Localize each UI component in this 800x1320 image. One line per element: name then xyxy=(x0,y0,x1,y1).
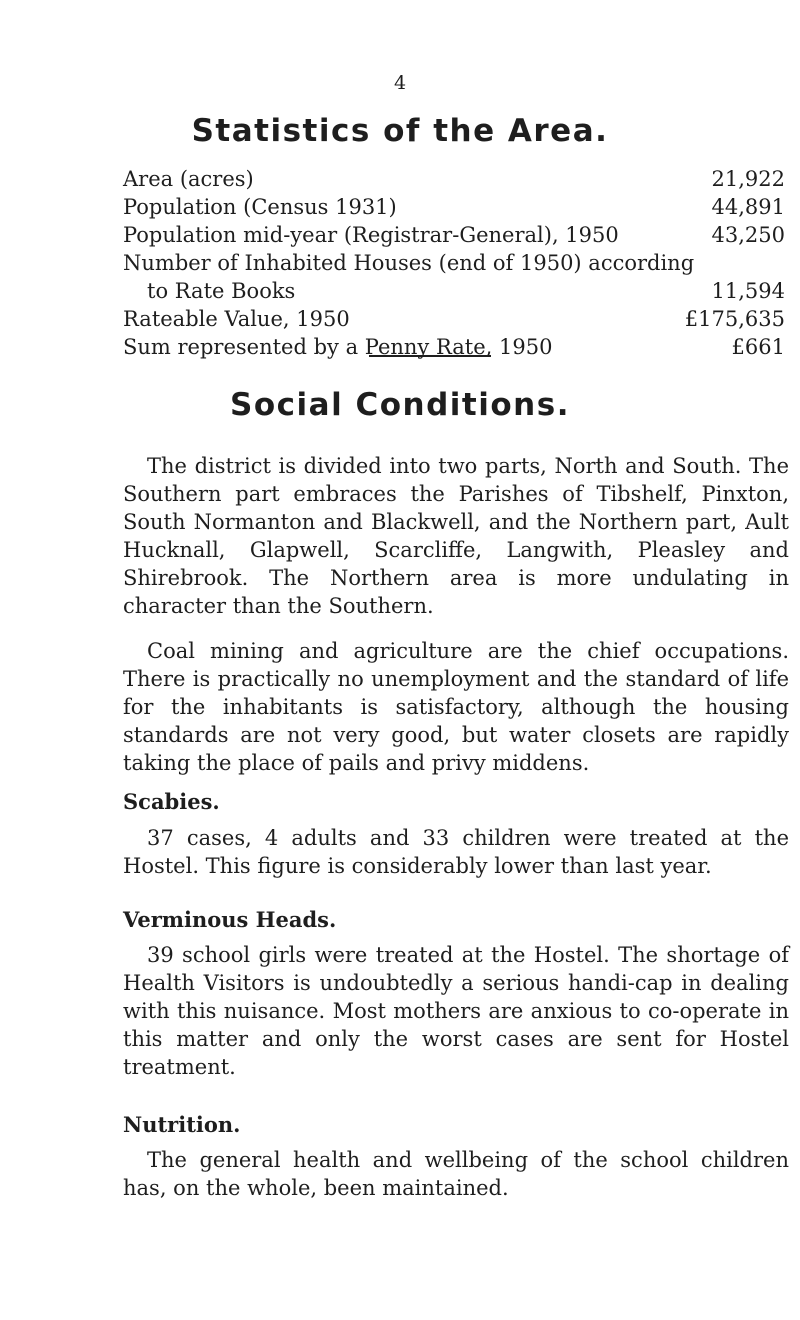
statistics-table xyxy=(123,165,785,361)
verminous-heads-heading: Verminous Heads. xyxy=(123,907,337,932)
stat-value: 11,594 xyxy=(711,279,785,303)
scabies-paragraph xyxy=(123,824,789,880)
verminous-heads-paragraph xyxy=(123,941,789,1081)
stat-row-population-midyear xyxy=(123,221,785,249)
stat-value: 44,891 xyxy=(711,195,785,219)
nutrition-heading: Nutrition. xyxy=(123,1112,241,1137)
stat-value: £661 xyxy=(731,335,785,359)
page-number: 4 xyxy=(393,72,407,94)
paragraph-text: 39 school girls were treated at the Hostel. The shortage of Health Visitors is undoubtedly a serious handi-cap in dealing with this nuisance. Most mothers are anxious to co-operate in this matter and only the worst cases are sent for Hostel treatment. xyxy=(123,943,789,1079)
paragraph-text: The district is divided into two parts, North and South. The Southern part embraces the Parishes of Tibshelf, Pinxton, South Normanton and Blackwell, and the Northern part, Ault Hucknall, Glapwell, Scarcliffe, Langwith, Pleasley and Shirebrook. The Northern area is more undulating in character than the Southern. xyxy=(123,454,789,618)
stat-value: £175,635 xyxy=(684,307,785,331)
statistics-heading: Statistics of the Area. xyxy=(191,113,609,149)
stat-value: 21,922 xyxy=(711,167,785,191)
social-conditions-heading: Social Conditions. xyxy=(230,387,570,423)
occupations-paragraph xyxy=(123,637,789,777)
stat-label: Population (Census 1931) xyxy=(123,195,397,219)
stat-label: Sum represented by a Penny Rate, 1950 xyxy=(123,335,553,359)
stat-label: Number of Inhabited Houses (end of 1950) according xyxy=(123,251,695,275)
section-divider xyxy=(369,355,491,357)
paragraph-text: Coal mining and agriculture are the chief occupations. There is practically no unemployment and the standard of life for the inhabitants is satisfactory, although the housing standards are not very good, but water closets are rapidly taking the place of pails and privy middens. xyxy=(123,639,789,775)
scabies-heading: Scabies. xyxy=(123,789,220,814)
stat-value: 43,250 xyxy=(711,223,785,247)
stat-row-rateable-value xyxy=(123,305,785,333)
stat-label: to Rate Books xyxy=(147,279,296,303)
stat-label: Area (acres) xyxy=(123,167,254,191)
stat-row-area xyxy=(123,165,785,193)
nutrition-paragraph xyxy=(123,1146,789,1202)
paragraph-text: The general health and wellbeing of the school children has, on the whole, been maintained. xyxy=(123,1148,789,1200)
stat-label: Population mid-year (Registrar-General), 1950 xyxy=(123,223,619,247)
stat-row-population-census xyxy=(123,193,785,221)
stat-label: Rateable Value, 1950 xyxy=(123,307,350,331)
district-paragraph xyxy=(123,452,789,620)
stat-row-houses-header xyxy=(123,249,785,277)
paragraph-text: 37 cases, 4 adults and 33 children were treated at the Hostel. This figure is considerably lower than last year. xyxy=(123,826,789,878)
stat-row-houses xyxy=(123,277,785,305)
